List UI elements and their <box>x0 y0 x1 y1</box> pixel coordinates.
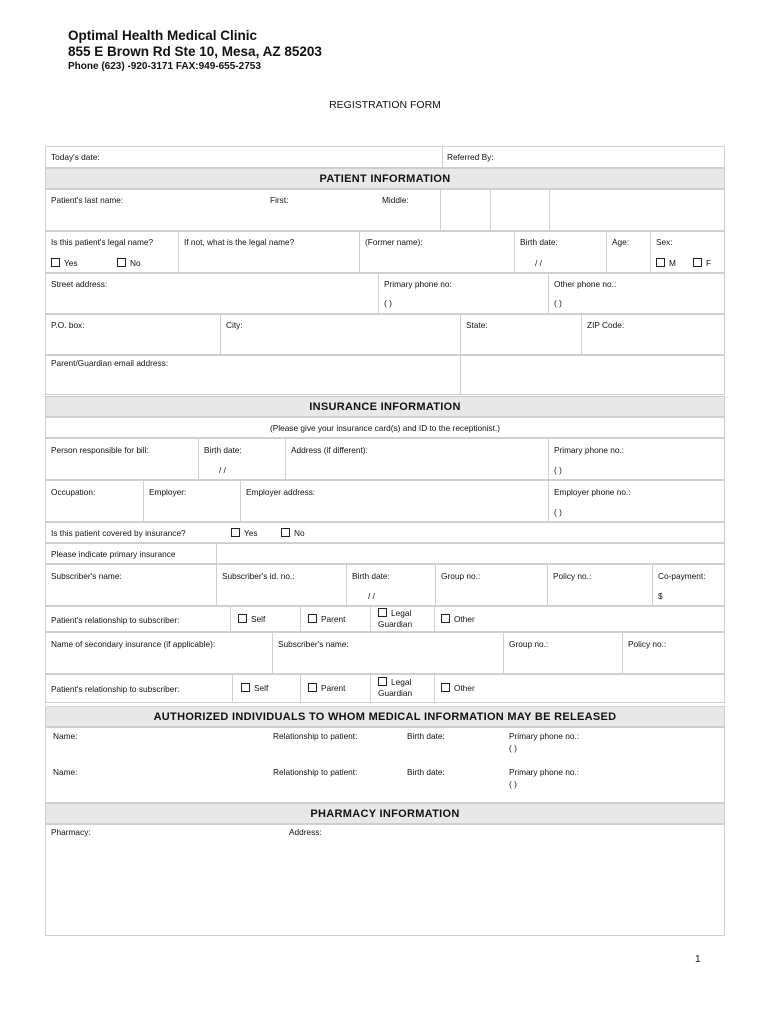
top-row <box>45 146 725 168</box>
resp-phone-paren: ( ) <box>554 465 562 475</box>
auth2-phone-label: Primary phone no.: <box>509 767 580 777</box>
pharmacy-label: Pharmacy: <box>51 827 91 837</box>
auth2-name-label: Name: <box>53 767 78 777</box>
auth1-name-label: Name: <box>53 731 78 741</box>
sec-group-label: Group no.: <box>509 639 549 649</box>
primary-phone-paren: ( ) <box>384 298 392 308</box>
sex-f-checkbox[interactable]: F <box>693 258 711 268</box>
responsible-label: Person responsible for bill: <box>51 445 149 455</box>
primary-phone-label: Primary phone no: <box>384 279 452 289</box>
subscriber-name-label: Subscriber's name: <box>51 571 122 581</box>
insurance-note: (Please give your insurance card(s) and ID to the receptionist.) <box>269 423 501 433</box>
sec-subscriber-label: Subscriber's name: <box>278 639 349 649</box>
zip-label: ZIP Code: <box>587 320 625 330</box>
subscriber-id-label: Subscriber's id. no.: <box>222 571 295 581</box>
clinic-address: 855 E Brown Rd Ste 10, Mesa, AZ 85203 <box>68 44 322 59</box>
resp-birth-label: Birth date: <box>204 445 242 455</box>
pharmacy-heading: PHARMACY INFORMATION <box>45 803 725 824</box>
patient-info-heading: PATIENT INFORMATION <box>45 168 725 189</box>
rel1-self-checkbox[interactable]: Self <box>238 614 265 624</box>
referred-by-label: Referred By: <box>447 152 494 162</box>
resp-birth-slashes: / / <box>219 465 226 475</box>
relationship-label-primary: Patient's relationship to subscriber: <box>51 615 180 625</box>
state-label: State: <box>466 320 488 330</box>
covered-yes-checkbox[interactable]: Yes <box>231 528 258 538</box>
last-name-label: Patient's last name: <box>51 195 124 205</box>
birth-date-slashes: / / <box>535 258 542 268</box>
sec-policy-label: Policy no.: <box>628 639 667 649</box>
po-box-label: P.O. box: <box>51 320 85 330</box>
policy-no-label: Policy no.: <box>553 571 592 581</box>
todays-date-label: Today's date: <box>51 152 100 162</box>
email-label: Parent/Guardian email address: <box>51 358 169 368</box>
middle-name-label: Middle: <box>382 195 409 205</box>
rel2-parent-checkbox[interactable]: Parent <box>308 683 345 693</box>
copay-label: Co-payment: <box>658 571 706 581</box>
occupation-label: Occupation: <box>51 487 96 497</box>
city-label: City: <box>226 320 243 330</box>
auth2-relationship-label: Relationship to patient: <box>273 767 358 777</box>
other-phone-label: Other phone no.: <box>554 279 617 289</box>
rel1-legal-guardian-checkbox[interactable]: Legal Guardian <box>378 608 413 629</box>
auth1-phone-paren: ( ) <box>509 743 517 753</box>
sex-m-checkbox[interactable]: M <box>656 258 676 268</box>
rel2-self-checkbox[interactable]: Self <box>241 683 268 693</box>
authorized-rows <box>45 727 725 803</box>
auth1-birth-label: Birth date: <box>407 731 445 741</box>
insurance-info-heading: INSURANCE INFORMATION <box>45 396 725 417</box>
covered-question: Is this patient covered by insurance? <box>51 528 186 538</box>
pharmacy-row <box>45 824 725 936</box>
relationship-label-secondary: Patient's relationship to subscriber: <box>51 684 180 694</box>
pharmacy-address-label: Address: <box>289 827 322 837</box>
rel2-legal-guardian-checkbox[interactable]: Legal Guardian <box>378 677 413 698</box>
other-phone-paren: ( ) <box>554 298 562 308</box>
copay-dollar: $ <box>658 591 663 601</box>
auth2-phone-paren: ( ) <box>509 779 517 789</box>
clinic-contact: Phone (623) -920-3171 FAX:949-655-2753 <box>68 61 261 72</box>
birth-date-label: Birth date: <box>520 237 558 247</box>
rel2-other-checkbox[interactable]: Other <box>441 683 475 693</box>
legal-name-question: Is this patient's legal name? <box>51 237 154 247</box>
group-no-label: Group no.: <box>441 571 481 581</box>
secondary-insurance-label: Name of secondary insurance (if applicable): <box>51 639 216 649</box>
auth1-phone-label: Primary phone no.: <box>509 731 580 741</box>
sex-label: Sex: <box>656 237 673 247</box>
auth1-relationship-label: Relationship to patient: <box>273 731 358 741</box>
employer-address-label: Employer address: <box>246 487 316 497</box>
form-title: REGISTRATION FORM <box>329 99 441 111</box>
employer-label: Employer: <box>149 487 187 497</box>
former-name-label: (Former name): <box>365 237 423 247</box>
page-number: 1 <box>695 954 701 965</box>
subscriber-birth-label: Birth date: <box>352 571 390 581</box>
authorized-heading: AUTHORIZED INDIVIDUALS TO WHOM MEDICAL INFORMATION MAY BE RELEASED <box>45 706 725 727</box>
employer-phone-paren: ( ) <box>554 507 562 517</box>
legal-name-label: If not, what is the legal name? <box>184 237 295 247</box>
age-label: Age: <box>612 237 630 247</box>
resp-address-label: Address (if different): <box>291 445 368 455</box>
employer-phone-label: Employer phone no.: <box>554 487 631 497</box>
rel1-other-checkbox[interactable]: Other <box>441 614 475 624</box>
rel1-parent-checkbox[interactable]: Parent <box>308 614 345 624</box>
street-address-label: Street address: <box>51 279 108 289</box>
auth2-birth-label: Birth date: <box>407 767 445 777</box>
covered-no-checkbox[interactable]: No <box>281 528 305 538</box>
first-name-label: First: <box>270 195 289 205</box>
primary-insurance-label: Please indicate primary insurance <box>51 549 176 559</box>
resp-phone-label: Primary phone no.: <box>554 445 625 455</box>
legal-yes-checkbox[interactable]: Yes <box>51 258 78 268</box>
subscriber-birth-slashes: / / <box>368 591 375 601</box>
clinic-name: Optimal Health Medical Clinic <box>68 28 258 43</box>
legal-no-checkbox[interactable]: No <box>117 258 141 268</box>
